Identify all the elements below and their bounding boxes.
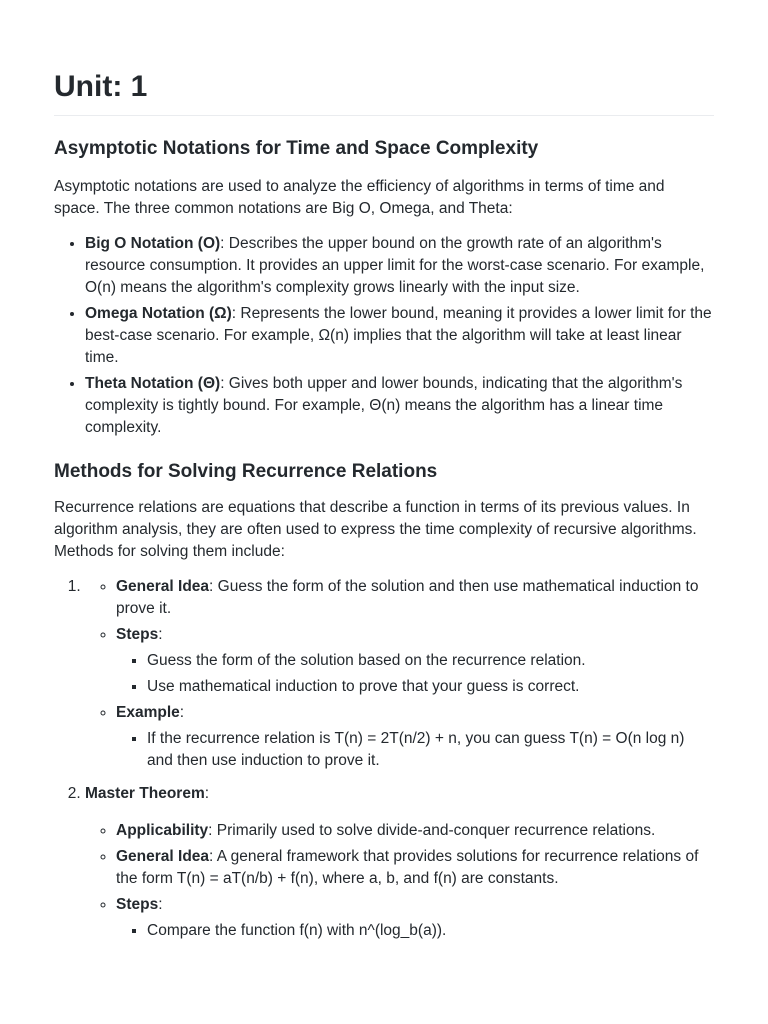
term-description: : Describes the upper bound on the growth rate of an algorithm's resource consumption. It provides an upper limit for the worst-case scenario. For example, O(n) means the algorithm's complexity grows linearly with the input size.	[85, 235, 705, 296]
list-item	[116, 702, 714, 772]
list-item	[116, 846, 714, 890]
list-item	[85, 373, 714, 439]
steps-list	[116, 920, 714, 942]
section-intro-recurrence: Recurrence relations are equations that describe a function in terms of its previous values. In algorithm analysis, they are often used to express the time complexity of recursive algorithms. Methods for solving them include:	[54, 499, 697, 560]
examples-list	[116, 728, 714, 772]
colon: :	[158, 896, 163, 913]
term-label: General Idea	[116, 848, 210, 865]
method-item-2	[85, 783, 714, 942]
list-item	[85, 303, 714, 369]
section-intro-asymptotic: Asymptotic notations are used to analyze the efficiency of algorithms in terms of time and space. The three common notations are Big O, Omega, and Theta:	[54, 178, 665, 217]
method-title: Master Theorem	[85, 785, 205, 802]
colon: :	[158, 626, 163, 643]
list-item	[116, 624, 714, 698]
section-heading-asymptotic: Asymptotic Notations for Time and Space Complexity	[54, 138, 539, 159]
page-title: Unit: 1	[54, 0, 714, 116]
steps-list	[116, 650, 714, 698]
colon: :	[179, 704, 185, 721]
term-label: Omega Notation (Ω)	[85, 305, 232, 322]
colon: :	[204, 785, 210, 802]
list-item	[116, 576, 714, 620]
list-item: ▪ Guess the form of the solution based on the recurrence relation.	[147, 650, 714, 672]
list-item	[85, 233, 714, 299]
list-item	[116, 820, 714, 842]
term-label: Steps	[116, 896, 159, 913]
list-item: ▪ Use mathematical induction to prove that your guess is correct.	[147, 676, 714, 698]
method-item-1	[85, 576, 714, 772]
list-item: ▪ Compare the function f(n) with n^(log_b(a)).	[147, 920, 714, 942]
term-description: : Gives both upper and lower bounds, indicating that the algorithm's complexity is tightly bound. For example, Θ(n) means the algorithm has a linear time complexity.	[85, 375, 683, 436]
list-item	[116, 894, 714, 942]
term-label: General Idea	[116, 578, 210, 595]
term-label: Big O Notation (O)	[85, 235, 221, 252]
term-description: : Represents the lower bound, meaning it provides a lower limit for the best-case scenario. For example, Ω(n) implies that the algorithm will take at least linear time.	[85, 305, 712, 366]
method-2-details	[85, 820, 714, 942]
term-label: Steps	[116, 626, 159, 643]
list-item: ▪ If the recurrence relation is T(n) = 2T(n/2) + n, you can guess T(n) = O(n log n) and then use induction to prove it.	[147, 728, 714, 772]
term-description: : Guess the form of the solution and then use mathematical induction to prove it.	[116, 578, 699, 617]
methods-list	[54, 576, 714, 942]
term-description: : Primarily used to solve divide-and-conquer recurrence relations.	[208, 822, 656, 839]
term-label: Example	[116, 704, 180, 721]
term-label: Applicability	[116, 822, 209, 839]
method-1-details	[85, 576, 714, 772]
term-description: : A general framework that provides solutions for recurrence relations of the form T(n) = aT(n/b) + f(n), where a, b, and f(n) are constants.	[116, 848, 699, 887]
term-label: Theta Notation (Θ)	[85, 375, 221, 392]
notation-list	[54, 233, 714, 439]
section-heading-recurrence: Methods for Solving Recurrence Relations	[54, 461, 438, 482]
